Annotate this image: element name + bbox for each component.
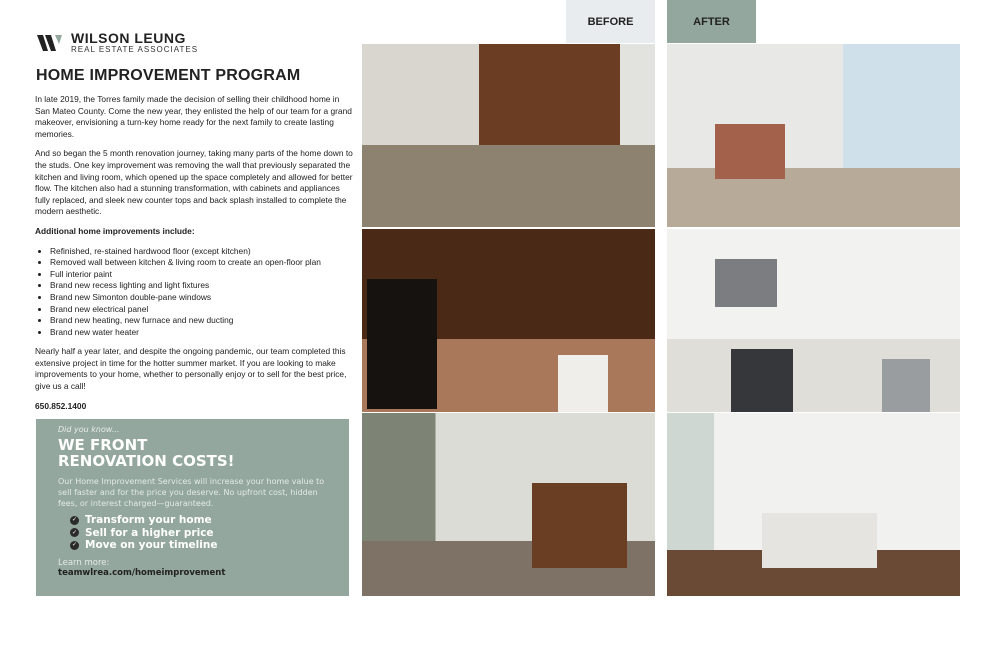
check-icon: ✓ (71, 516, 78, 523)
list-item: • Brand new Simonton double-pane windows (50, 292, 353, 304)
learn-more-link[interactable]: teamwlrea.com/homeimprovement (58, 567, 226, 578)
before-bedroom-photo (362, 413, 655, 596)
list-item: • Refinished, re-stained hardwood floor (except kitchen) (50, 246, 353, 258)
before-living-room-photo (362, 44, 655, 227)
benefit-item (70, 539, 327, 552)
promo-description: Our Home Improvement Services will increase your home value to sell faster and for the price you deserve. No upfront cost, hidden fees, or interest charged—guaranteed. (58, 477, 325, 508)
list-item: • Full interior paint (50, 269, 353, 281)
benefit-label: Sell for a higher price (85, 526, 214, 539)
logo-mark-icon (37, 33, 63, 53)
brand-name: WILSON LEUNG (71, 30, 186, 46)
before-kitchen-photo (362, 229, 655, 412)
brand-logo (37, 31, 198, 54)
paragraph: And so began the 5 month renovation journey, taking many parts of the home down to the studs. One key improvement was removing the wall that previously separated the kitchen and living room, which opened up the space completely and allowed for better flow. The kitchen also had a stunning transformation, with cabinets and appliances fully replaced, and sleek new counter tops and back splash installed to complete the modern aesthetic. (35, 148, 353, 217)
improvements-heading: Additional home improvements include: (35, 225, 195, 236)
after-kitchen-photo (667, 229, 960, 412)
improvements-list (50, 246, 353, 339)
list-item: • Brand new heating, new furnace and new ducting (50, 315, 353, 327)
phone-number[interactable]: 650.852.1400 (35, 400, 87, 411)
check-icon: ✓ (71, 528, 78, 536)
paragraph: In late 2019, the Torres family made the decision of selling their childhood home in San Mateo County. Come the new year, they enlisted the help of our team for a grand makeover, envisioning a turn-key home ready for the next family to create lasting memories. (35, 94, 352, 139)
after-living-room-photo (667, 44, 960, 227)
closing-paragraph: Nearly half a year later, and despite the ongoing pandemic, our team completed this extensive project in time for the hotter summer market. If you are looking to make improvements to your home, whether to personally enjoy or to sell for the best price, give us a call! (35, 346, 347, 392)
list-item: • Brand new electrical panel (50, 304, 353, 316)
page-title: HOME IMPROVEMENT PROGRAM (36, 67, 301, 84)
promo-headline-1: WE FRONT (58, 436, 148, 454)
article-body (35, 94, 353, 420)
after-bedroom-photo (667, 413, 960, 596)
benefit-label: Move on your timeline (85, 539, 218, 551)
benefit-item (70, 527, 327, 540)
before-label: BEFORE (566, 0, 655, 43)
benefit-label: Transform your home (85, 514, 212, 526)
promo-headline-2: RENOVATION COSTS! (58, 452, 235, 470)
benefits-list (70, 514, 327, 552)
learn-more-label: Learn more: (58, 557, 110, 568)
after-label: AFTER (667, 0, 756, 43)
check-icon: ✓ (71, 541, 78, 548)
list-item: • Brand new recess lighting and light fixtures (50, 280, 353, 292)
list-item: • Removed wall between kitchen & living room to create an open-floor plan (50, 257, 353, 269)
list-item: • Brand new water heater (50, 327, 353, 339)
benefit-item (70, 514, 327, 527)
promo-box (36, 419, 349, 596)
brand-subtitle: REAL ESTATE ASSOCIATES (71, 45, 199, 54)
promo-intro: Did you know... (58, 425, 120, 434)
